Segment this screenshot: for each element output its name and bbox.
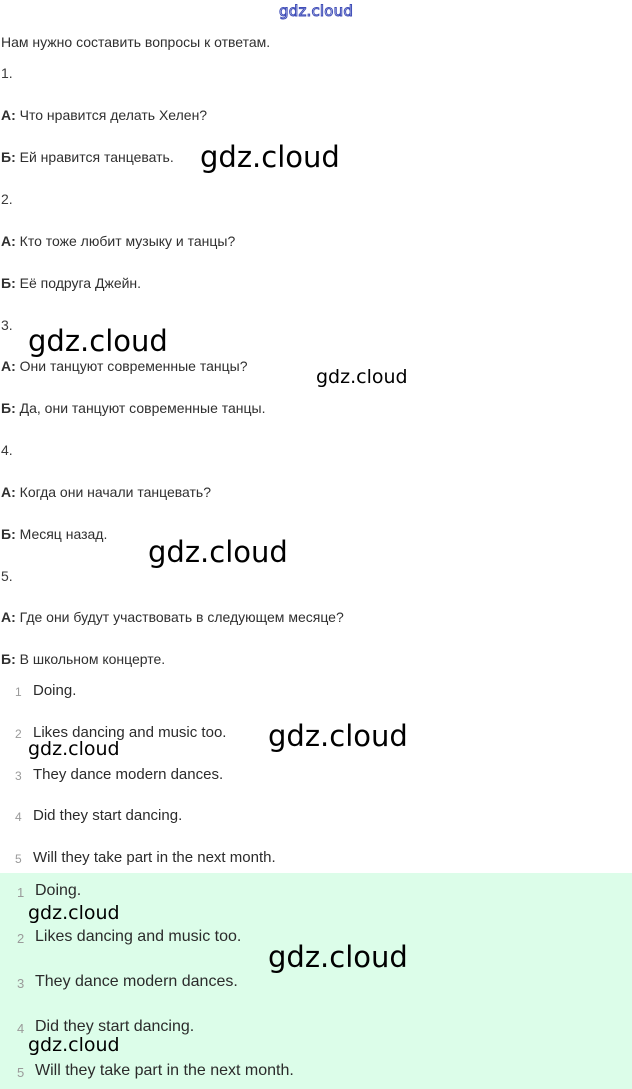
speaker-a-label: А: [1,233,16,249]
answer-number: 1 [17,885,25,900]
speaker-a-label: А: [1,609,16,625]
watermark: gdz.cloud [28,738,120,760]
answer-number: 5 [15,852,22,866]
answer-item: They dance modern dances. [35,973,238,990]
answer-text: Ей нравится танцевать. [19,149,174,165]
speaker-b-label: Б: [1,526,16,542]
watermark: gdz.cloud [268,719,408,753]
answer-text: Да, они танцуют современные танцы. [19,400,266,416]
answer-item: They dance modern dances. [33,766,224,783]
speaker-b-label: Б: [1,275,16,291]
answer-number: 4 [17,1021,25,1036]
answer-item: Likes dancing and music too. [33,724,227,741]
question-text: Что нравится делать Хелен? [19,107,208,123]
question-line [1,233,235,249]
dialogue-number: 5. [1,568,13,584]
answer-number: 1 [15,685,22,699]
answer-number: 5 [17,1065,25,1080]
question-text: Кто тоже любит музыку и танцы? [19,233,236,249]
watermark: gdz.cloud [28,902,120,924]
watermark: gdz.cloud [200,140,340,174]
watermark: gdz.cloud [316,366,408,388]
answer-item: Did they start dancing. [35,1018,195,1035]
answer-line [1,275,141,291]
answer-item: Doing. [33,682,77,699]
dialogue-number: 2. [1,191,13,207]
watermark: gdz.cloud [268,940,408,974]
answer-item: Likes dancing and music too. [35,928,242,945]
answer-number: 4 [15,810,22,824]
speaker-b-label: Б: [1,149,16,165]
dialogue-number: 4. [1,442,13,458]
speaker-a-label: А: [1,358,16,374]
question-line [1,609,344,625]
answer-number: 3 [15,769,22,783]
speaker-b-label: Б: [1,400,16,416]
question-text: Где они будут участвовать в следующем месяце? [19,609,344,625]
dialogue-number: 1. [1,65,13,81]
question-text: Они танцуют современные танцы? [19,358,248,374]
answer-text: Месяц назад. [19,526,108,542]
answer-number: 2 [15,727,22,741]
answer-item: Will they take part in the next month. [35,1062,294,1079]
watermark: gdz.cloud [28,324,168,358]
answer-item: Will they take part in the next month. [33,849,276,866]
answer-number: 3 [17,976,25,991]
answer-text: В школьном концерте. [19,651,166,667]
question-text: Когда они начали танцевать? [19,484,212,500]
answer-number: 2 [17,931,25,946]
dialogue-number: 3. [1,317,13,333]
watermark: gdz.cloud [148,535,288,569]
speaker-a-label: А: [1,107,16,123]
answer-text: Её подруга Джейн. [19,275,142,291]
answer-line [1,651,165,667]
answer-line [1,400,266,416]
question-line [1,484,211,500]
question-line [1,107,207,123]
speaker-a-label: А: [1,484,16,500]
speaker-b-label: Б: [1,651,16,667]
intro-text: Нам нужно составить вопросы к ответам. [1,34,271,50]
watermark: gdz.cloud [28,1034,120,1056]
site-logo[interactable]: gdz.cloud [279,2,354,20]
answer-item: Doing. [35,882,82,899]
question-line [1,358,248,374]
answer-line [1,526,107,542]
answer-item: Did they start dancing. [33,807,183,824]
answer-line [1,149,174,165]
